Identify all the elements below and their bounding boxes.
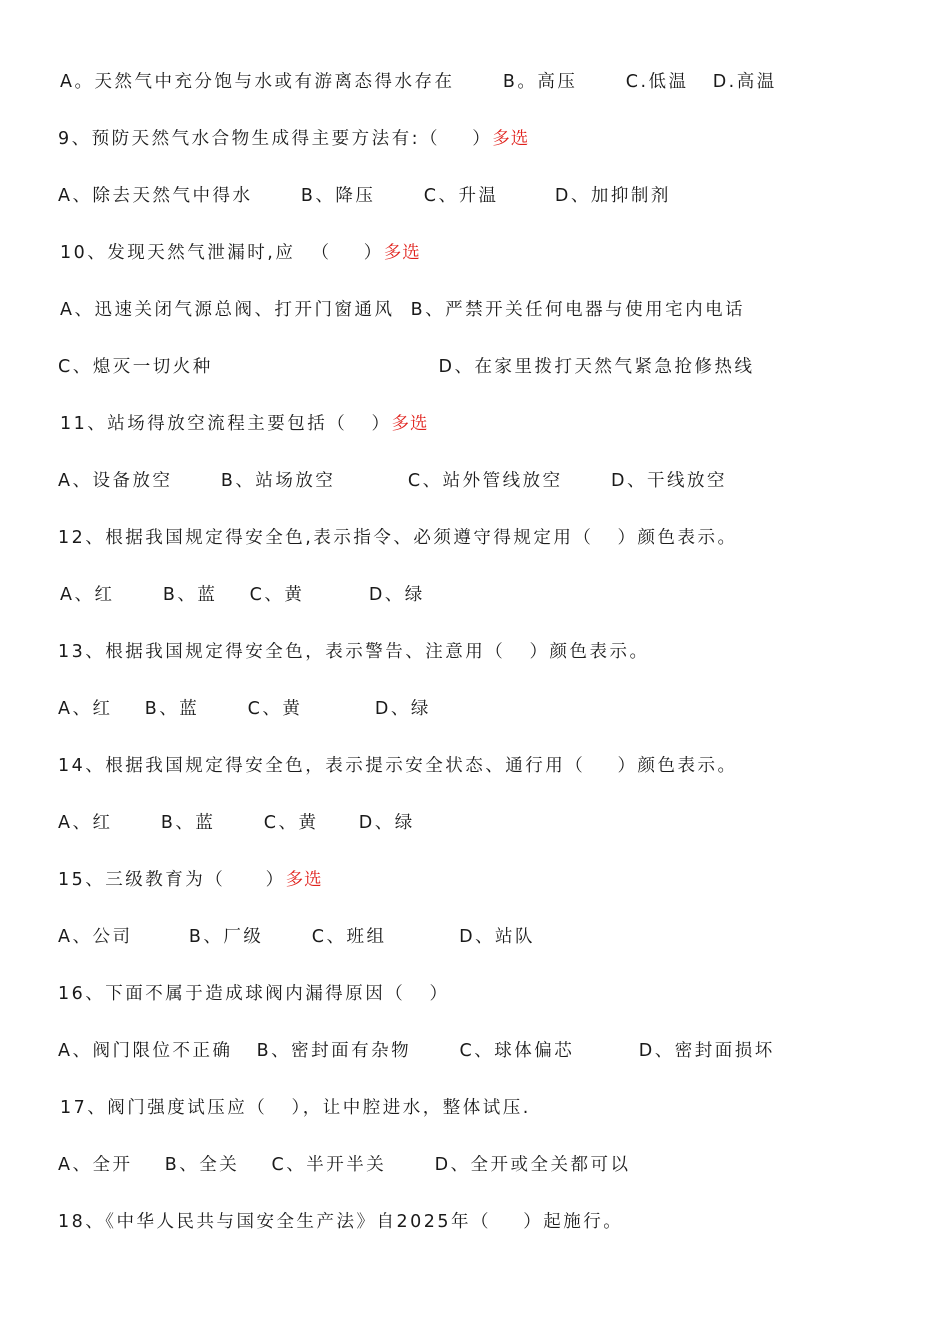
- question-line: 15、三级教育为（ ）多选: [58, 870, 323, 890]
- option-line: A、除去天然气中得水 B、降压 C、升温 D、加抑制剂: [58, 186, 671, 206]
- question-line: 17、阀门强度试压应（ ），让中腔进水，整体试压.: [60, 1098, 531, 1118]
- multi-select-tag: 多选: [391, 414, 429, 434]
- option-line: C、熄灭一切火种 D、在家里拨打天然气紧急抢修热线: [58, 357, 755, 377]
- option-line: A、设备放空 B、站场放空 C、站外管线放空 D、干线放空: [58, 471, 727, 491]
- question-line: 10、发现天然气泄漏时,应 （ ）多选: [60, 243, 421, 263]
- multi-select-tag: 多选: [285, 870, 323, 890]
- question-line: 13、根据我国规定得安全色，表示警告、注意用（ ）颜色表示。: [58, 642, 650, 662]
- multi-select-tag: 多选: [492, 129, 530, 149]
- option-line: A、迅速关闭气源总阀、打开门窗通风 B、严禁开关任何电器与使用宅内电话: [60, 300, 746, 320]
- question-line: 11、站场得放空流程主要包括（ ）多选: [60, 414, 429, 434]
- multi-select-tag: 多选: [383, 243, 421, 263]
- question-line: 12、根据我国规定得安全色,表示指令、必须遵守得规定用（ ）颜色表示。: [58, 528, 738, 548]
- question-line: 9、预防天然气水合物生成得主要方法有:（ ）多选: [58, 129, 530, 149]
- question-line: 18、《中华人民共与国安全生产法》自2025年（ ）起施行。: [58, 1212, 624, 1232]
- option-line: A、公司 B、厂级 C、班组 D、站队: [58, 927, 536, 947]
- option-line: A、阀门限位不正确 B、密封面有杂物 C、球体偏芯 D、密封面损坏: [58, 1041, 775, 1061]
- question-line: 14、根据我国规定得安全色，表示提示安全状态、通行用（ ）颜色表示。: [58, 756, 738, 776]
- option-line: A、红 B、蓝 C、黄 D、绿: [60, 585, 425, 605]
- option-line: A、全开 B、全关 C、半开半关 D、全开或全关都可以: [58, 1155, 631, 1175]
- option-line: A、红 B、蓝 C、黄 D、绿: [58, 813, 415, 833]
- option-line: A。天然气中充分饱与水或有游离态得水存在 B。高压 C.低温 D.高温: [60, 72, 777, 92]
- question-line: 16、下面不属于造成球阀内漏得原因（ ）: [58, 984, 450, 1004]
- option-line: A、红 B、蓝 C、黄 D、绿: [58, 699, 431, 719]
